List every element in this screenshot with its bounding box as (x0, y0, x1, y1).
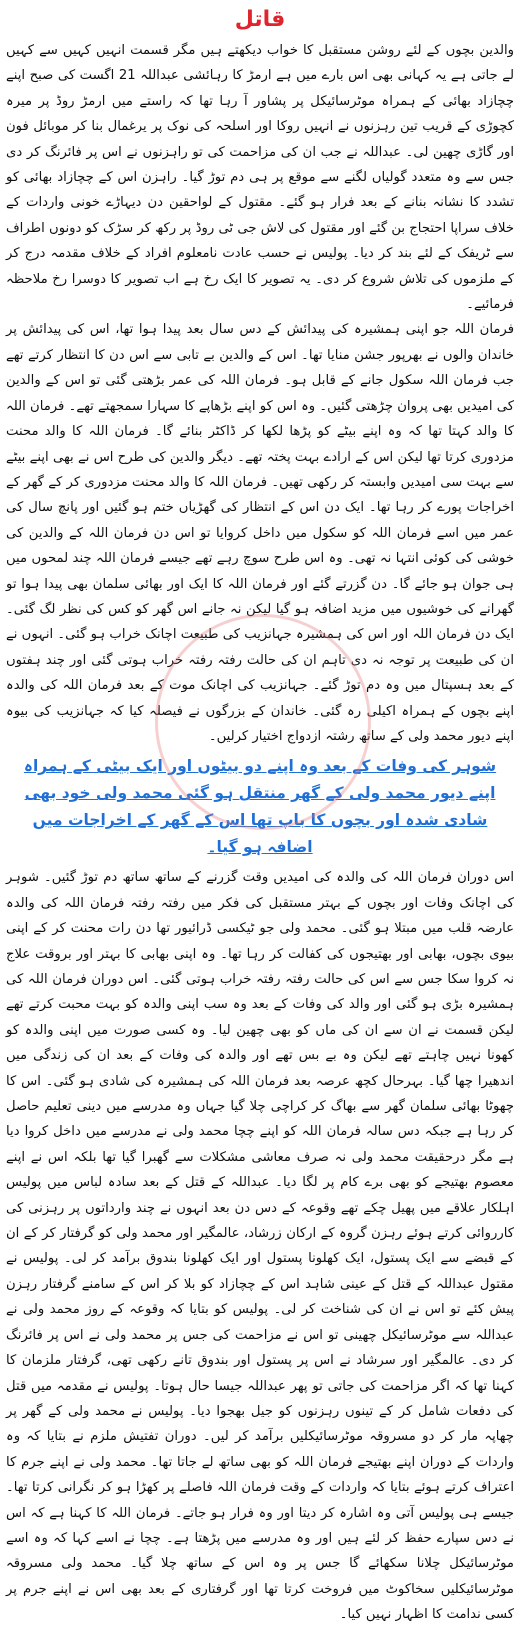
article-paragraph: اس دوران فرمان اللہ کی والدہ کی امیدیں وقت گزرنے کے ساتھ ساتھ دم توڑ گئیں۔ شوہر کی اچانک وفات اور بچوں کے بہتر مستقبل کی فکر میں رفتہ رفتہ فرمان اللہ کی والدہ عارضہ قلب میں مبتلا ہو گئی۔ محمد ولی جو ٹیکسی ڈرائیور تھا دن رات محنت کر کے اپنی بیوی بچوں، بھابی اور بھتیجوں کی کفالت کر رہا تھا۔ وہ اپنی بھابی کا بہتر اور بروقت علاج نہ کروا سکا جس سے اس کی حالت رفتہ رفتہ خراب ہوتی گئی۔ اس دوران فرمان اللہ کی ہمشیرہ بڑی ہو گئی اور والد کی وفات کے بعد وہ سب اپنی والدہ کو بہت محبت کرتے تھے لیکن قسمت نے ان سے ان کی ماں کو بھی چھین لیا۔ وہ کسی صورت میں اپنی والدہ کو کھونا نہیں چاہتے تھے لیکن وہ بے بس تھے اور والدہ کی وفات کے بعد ان کی زندگی میں اندھیرا چھا گیا۔ بہرحال کچھ عرصہ بعد فرمان اللہ کی ہمشیرہ کی شادی ہو گئی۔ اس کا چھوٹا بھائی سلمان گھر سے بھاگ کر کراچی چلا گیا جہاں وہ مدرسے میں دینی تعلیم حاصل کر رہا ہے جبکہ دس سالہ فرمان اللہ کو اپنے چچا محمد ولی نے مدرسے میں داخل کروا دیا ہے مگر درحقیقت محمد ولی نہ صرف معاشی مشکلات سے گھبرا گیا تھا بلکہ اس نے اپنے معصوم بھتیجے کو بھی برے کام پر لگا دیا۔ عبداللہ کے قتل کے بعد سادہ لباس میں پولیس اہلکار علاقے میں پھیل چکے تھے وقوعہ کے دس دن بعد انہوں نے چند وارداتوں پر رہزنی کی کارروائی کرتے ہوئے رہزن گروہ کے ارکان زرشاد، عالمگیر اور محمد ولی کو گرفتار کر کے ان کے قبضے سے ایک پستول، ایک کھلونا پستول اور ایک کھلونا بندوق برآمد کر لی۔ پولیس نے مقتول عبداللہ کے قتل کے عینی شاہد اس کے چچازاد کو بلا کر اس کے سامنے گرفتار رہزن پیش کئے تو اس نے ان کی شناخت کر لی۔ پولیس کو بتایا کہ وقوعہ کے روز محمد ولی نے عبداللہ سے موٹرسائیکل چھینی تو اس نے مزاحمت کی جس پر محمد ولی نے اس پر فائرنگ کر دی۔ عالمگیر اور سرشاد نے اس پر پستول اور بندوق تانے رکھی تھی، گرفتار ملزمان کا کہنا تھا کہ اگر مزاحمت کی جاتی تو پھر عبداللہ جیسا حال ہوتا۔ پولیس نے مقدمہ میں قتل کی دفعات شامل کر کے تینوں رہزنوں کو جیل بھجوا دیا۔ پولیس نے محمد ولی کے گھر پر چھاپہ مار کر دو مسروقہ موٹرسائیکلیں برآمد کر لیں۔ دوران تفتیش ملزم نے بتایا کہ وہ واردات کے دوران اپنے بھتیجے فرمان اللہ کو بھی ساتھ لے جاتا تھا۔ محمد ولی نے اپنے جرم کا اعتراف کرتے ہوئے بتایا کہ واردات کے وقت فرمان اللہ فاصلے پر کھڑا ہو کر نگرانی کرتا تھا۔ جیسے ہی پولیس آتی وہ اشارہ کر دیتا اور وہ فرار ہو جاتے۔ فرمان اللہ کا کہنا ہے کہ اس نے دس سپارے حفظ کر لئے ہیں اور وہ مدرسے میں پڑھتا ہے۔ چچا نے اسے کہا کہ وہ اسے موٹرسائیکل چلانا سکھائے گا جس پر وہ اس کے ساتھ چلا گیا۔ محمد ولی مسروقہ موٹرسائیکلیں سخاکوٹ میں فروخت کرتا تھا اور گرفتاری کے بعد بھی اس نے اپنے جرم پر کسی ندامت کا اظہار نہیں کیا۔ (6, 870, 514, 1623)
pull-quote: شوہر کی وفات کے بعد وہ اپنے دو بیٹوں اور ایک بیٹی کے ہمراہ اپنے دیور محمد ولی کے گھر منتقل ہو گئی محمد ولی خود بھی شادی شدہ اور بچوں کا باپ تھا اس کے گھر کے اخراجات میں اضافہ ہو گیا۔ (23, 757, 497, 857)
article-body-continued (0, 863, 520, 1627)
article-title: قاتل (234, 7, 286, 32)
article-paragraph: والدین بچوں کے لئے روشن مستقبل کا خواب دیکھتے ہیں مگر قسمت انہیں کہیں سے کہیں لے جاتی ہے یہ کہانی بھی اس بارے میں ہے ارمڑ کا رہائشی عبداللہ 21 اگست کی صبح اپنے چچازاد بھائی کے ہمراہ موٹرسائیکل پر پشاور آ رہا تھا کہ راستے میں ارمڑ روڈ پر میرہ کچوڑی کے قریب تین رہزنوں نے انہیں روکا اور اسلحہ کی نوک پر یرغمال بنا کر موبائل فون اور گاڑی چھین لی۔ عبداللہ نے جب ان کی مزاحمت کی تو راہزنوں نے اس پر فائرنگ کر دی جس سے وہ متعدد گولیاں لگنے سے موقع پر ہی دم توڑ گیا۔ راہزن اس کے چچازاد بھائی کو تشدد کا نشانہ بنانے کے بعد فرار ہو گئے۔ مقتول کے لواحقین دن دیہاڑے خونی واردات کے خلاف سراپا احتجاج بن گئے اور مقتول کی لاش جی ٹی روڈ پر رکھ کر سڑک کو دونوں اطراف سے ٹریفک کے لئے بند کر دیا۔ پولیس نے حسب عادت نامعلوم افراد کے خلاف مقدمہ درج کر کے ملزموں کی تلاش شروع کر دی۔ یہ تصویر کا ایک رخ ہے اب تصویر کا دوسرا رخ ملاحظہ فرمائیے۔ (6, 43, 514, 313)
article-body (0, 36, 520, 749)
article-paragraph: فرمان اللہ جو اپنی ہمشیرہ کی پیدائش کے دس سال بعد پیدا ہوا تھا، اس کی پیدائش پر خاندان والوں نے بھرپور جشن منایا تھا۔ اس کے والدین بے تابی سے اس دن کا انتظار کرتے تھے جب فرمان اللہ سکول جانے کے قابل ہو۔ فرمان اللہ کی عمر بڑھتی گئی تو اس کے والدین کی امیدیں بھی پروان چڑھتی گئیں۔ وہ اس کو اپنے بڑھاپے کا سہارا سمجھتے تھے۔ فرمان اللہ کا والد کہتا تھا کہ وہ اپنے بیٹے کو پڑھا لکھا کر ڈاکٹر بنائے گا۔ فرمان اللہ کا والد محنت مزدوری کرتا تھا لیکن اس کے ارادے بہت پختہ تھے۔ دیگر والدین کی طرح اس نے بھی اپنے بیٹے سے بہت سی امیدیں وابستہ کر رکھی تھیں۔ فرمان اللہ کا والد محنت مزدوری کر کے گھر کے اخراجات پورے کر رہا تھا۔ ایک دن اس کے انتظار کی گھڑیاں ختم ہو گئیں اور پانچ سال کی عمر میں اسے فرمان اللہ کو سکول میں داخل کروایا تو اس دن فرمان اللہ کے والدین کی خوشی کی کوئی انتہا نہ تھی۔ وہ اس طرح سوچ رہے تھے جیسے فرمان اللہ چند لمحوں میں ہی جوان ہو جائے گا۔ دن گزرتے گئے اور فرمان اللہ کا ایک اور بھائی سلمان بھی پیدا ہوا تو گھرانے کی خوشیوں میں مزید اضافہ ہو گیا لیکن نہ جانے اس گھر کو کس کی نظر لگ گئی۔ ایک دن فرمان اللہ اور اس کی ہمشیرہ جہانزیب کی طبیعت اچانک خراب ہو گئی۔ انہوں نے ان کی طبیعت پر توجہ نہ دی تاہم ان کی حالت رفتہ رفتہ خراب ہوتی گئی اور چند ہفتوں کے بعد ہسپتال میں وہ دم توڑ گئے۔ جہانزیب کی اچانک موت کے بعد فرمان اللہ کی والدہ اپنے بچوں کے ہمراہ اکیلی رہ گئی۔ خاندان کے بزرگوں نے فیصلہ کیا کہ جہانزیب کی بیوہ اپنے دیور محمد ولی کے ساتھ رشتہ ازدواج اختیار کرلیں۔ (6, 322, 514, 744)
